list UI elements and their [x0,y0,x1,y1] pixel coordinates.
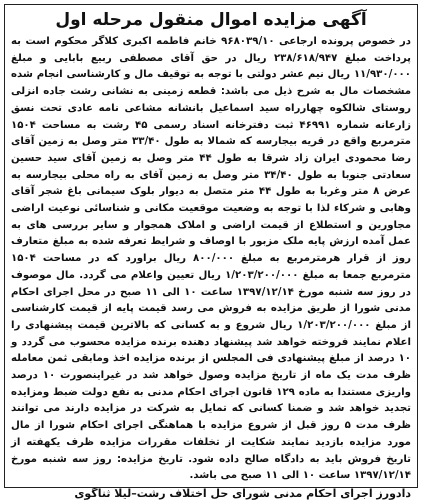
auction-notice [4,4,418,500]
notice-body: در خصوص پرونده ارجاعی ۹۶۸۰۳۹/۱۰ خانم فاطمه اکبری کلاگر محکوم است به پرداخت مبلغ ۲۳۸/۶۱۸/۹۴۷ ریال در حق آقای مصطفی ربیع بابایی و مبلغ ۱۱/۹۳۰/۰۰۰ ریال نیم عشر دولتی با توجه به توقیف مال و کارشناسی انجام شده مشخصات مال به شرح ذیل می باشد: قطعه زمینی به نشانی رشت جاده انزلی روستای شالکوه چهارراه سید اسماعیل بانشانه مشاعی نامه عادی تحت نسق زارعانه شماره ۴۶۹۹۱ ثبت دفترخانه اسناد رسمی ۴۵ رشت به مساحت ۱۵۰۴ مترمربع واقع در قریه بیجارسه که شمالا به طول ۳۳/۴۰ متر وصل به زمین آقای رضا محمودی ایران زاد شرقا به طول ۴۴ متر وصل به زمین آقای سید حسین سعادتی جنوبا به طول ۳۴/۴۰ متر وصل به زمین آقای به راه محلی بیجارسه به عرض ۸ متر وغربا به طول ۴۴ متر متصل به دیوار بلوک سیمانی باغ شجر آقای وهابی و شرکاء لذا با توجه به وضعیت موقعیت مکانی و شناسائی نوعیت اراضی مجاورین و استطلاع از قیمت اراضی و املاک همجوار و سایر بررسی های به عمل آمده ارزش پایه ملک مزبور با اوصاف و شرایط تعرفه شده به مبلغ متعارف روز از قرار هرمترمربع به مبلغ ۸۰۰/۰۰۰ ریال براورد که در مساحت ۱۵۰۴ مترمربع جمعا به مبلغ ۱/۲۰۳/۲۰۰/۰۰۰ ریال تعیین واعلام می گردد. مال موصوف در روز سه شنبه مورخ ۱۳۹۷/۱۲/۱۴ ساعت ۱۰ الی ۱۱ صبح در محل اجرای احکام مدنی شورا از طریق مزایده به فروش می رسد قیمت پایه از قیمت کارشناسی از مبلغ ۱/۲۰۳/۲۰۰/۰۰۰ ریال شروع و به کسانی که بالاترین قیمت پیشنهادی را اعلام نمایند فروخته خواهد شد پیشنهاد دهنده برنده مزایده محسوب می گردد و ۱۰ درصد از مبلغ پیشنهادی فی المجلس از برنده مزایده اخذ ومابقی ثمن معامله ظرف مدت یک ماه از تاریخ مزایده وصول خواهد شد در غیراینصورت ۱۰ درصد واریزی مستندا به ماده ۱۲۹ قانون اجرای احکام مدنی به نفع دولت ضبط ومزایده تجدید خواهد شد و ضمنا کسانی که تمایل به شرکت در مزایده دارند می توانند ظرف مدت ۵ روز قبل از شروع مزایده با هماهنگی اجرای احکام شورا از مال مورد مزایده بازدید نمایند شکایت از تخلفات مقررات مزایده ظرف یکهفته از تاریخ فروش باید به دادگاه صالح داده شود. تاریخ مزایده: روز سه شنبه مورخ ۱۳۹۷/۱۲/۱۴ ساعت ۱۰ الی ۱۱ صبح می باشد. [11,36,412,482]
notice-signature: دادورز اجرای احکام مدنی شورای حل اختلاف رشت–لیلا ثناگوی [74,486,411,500]
notice-title: آگهی مزایده اموال منقول مرحله اول [55,10,367,30]
